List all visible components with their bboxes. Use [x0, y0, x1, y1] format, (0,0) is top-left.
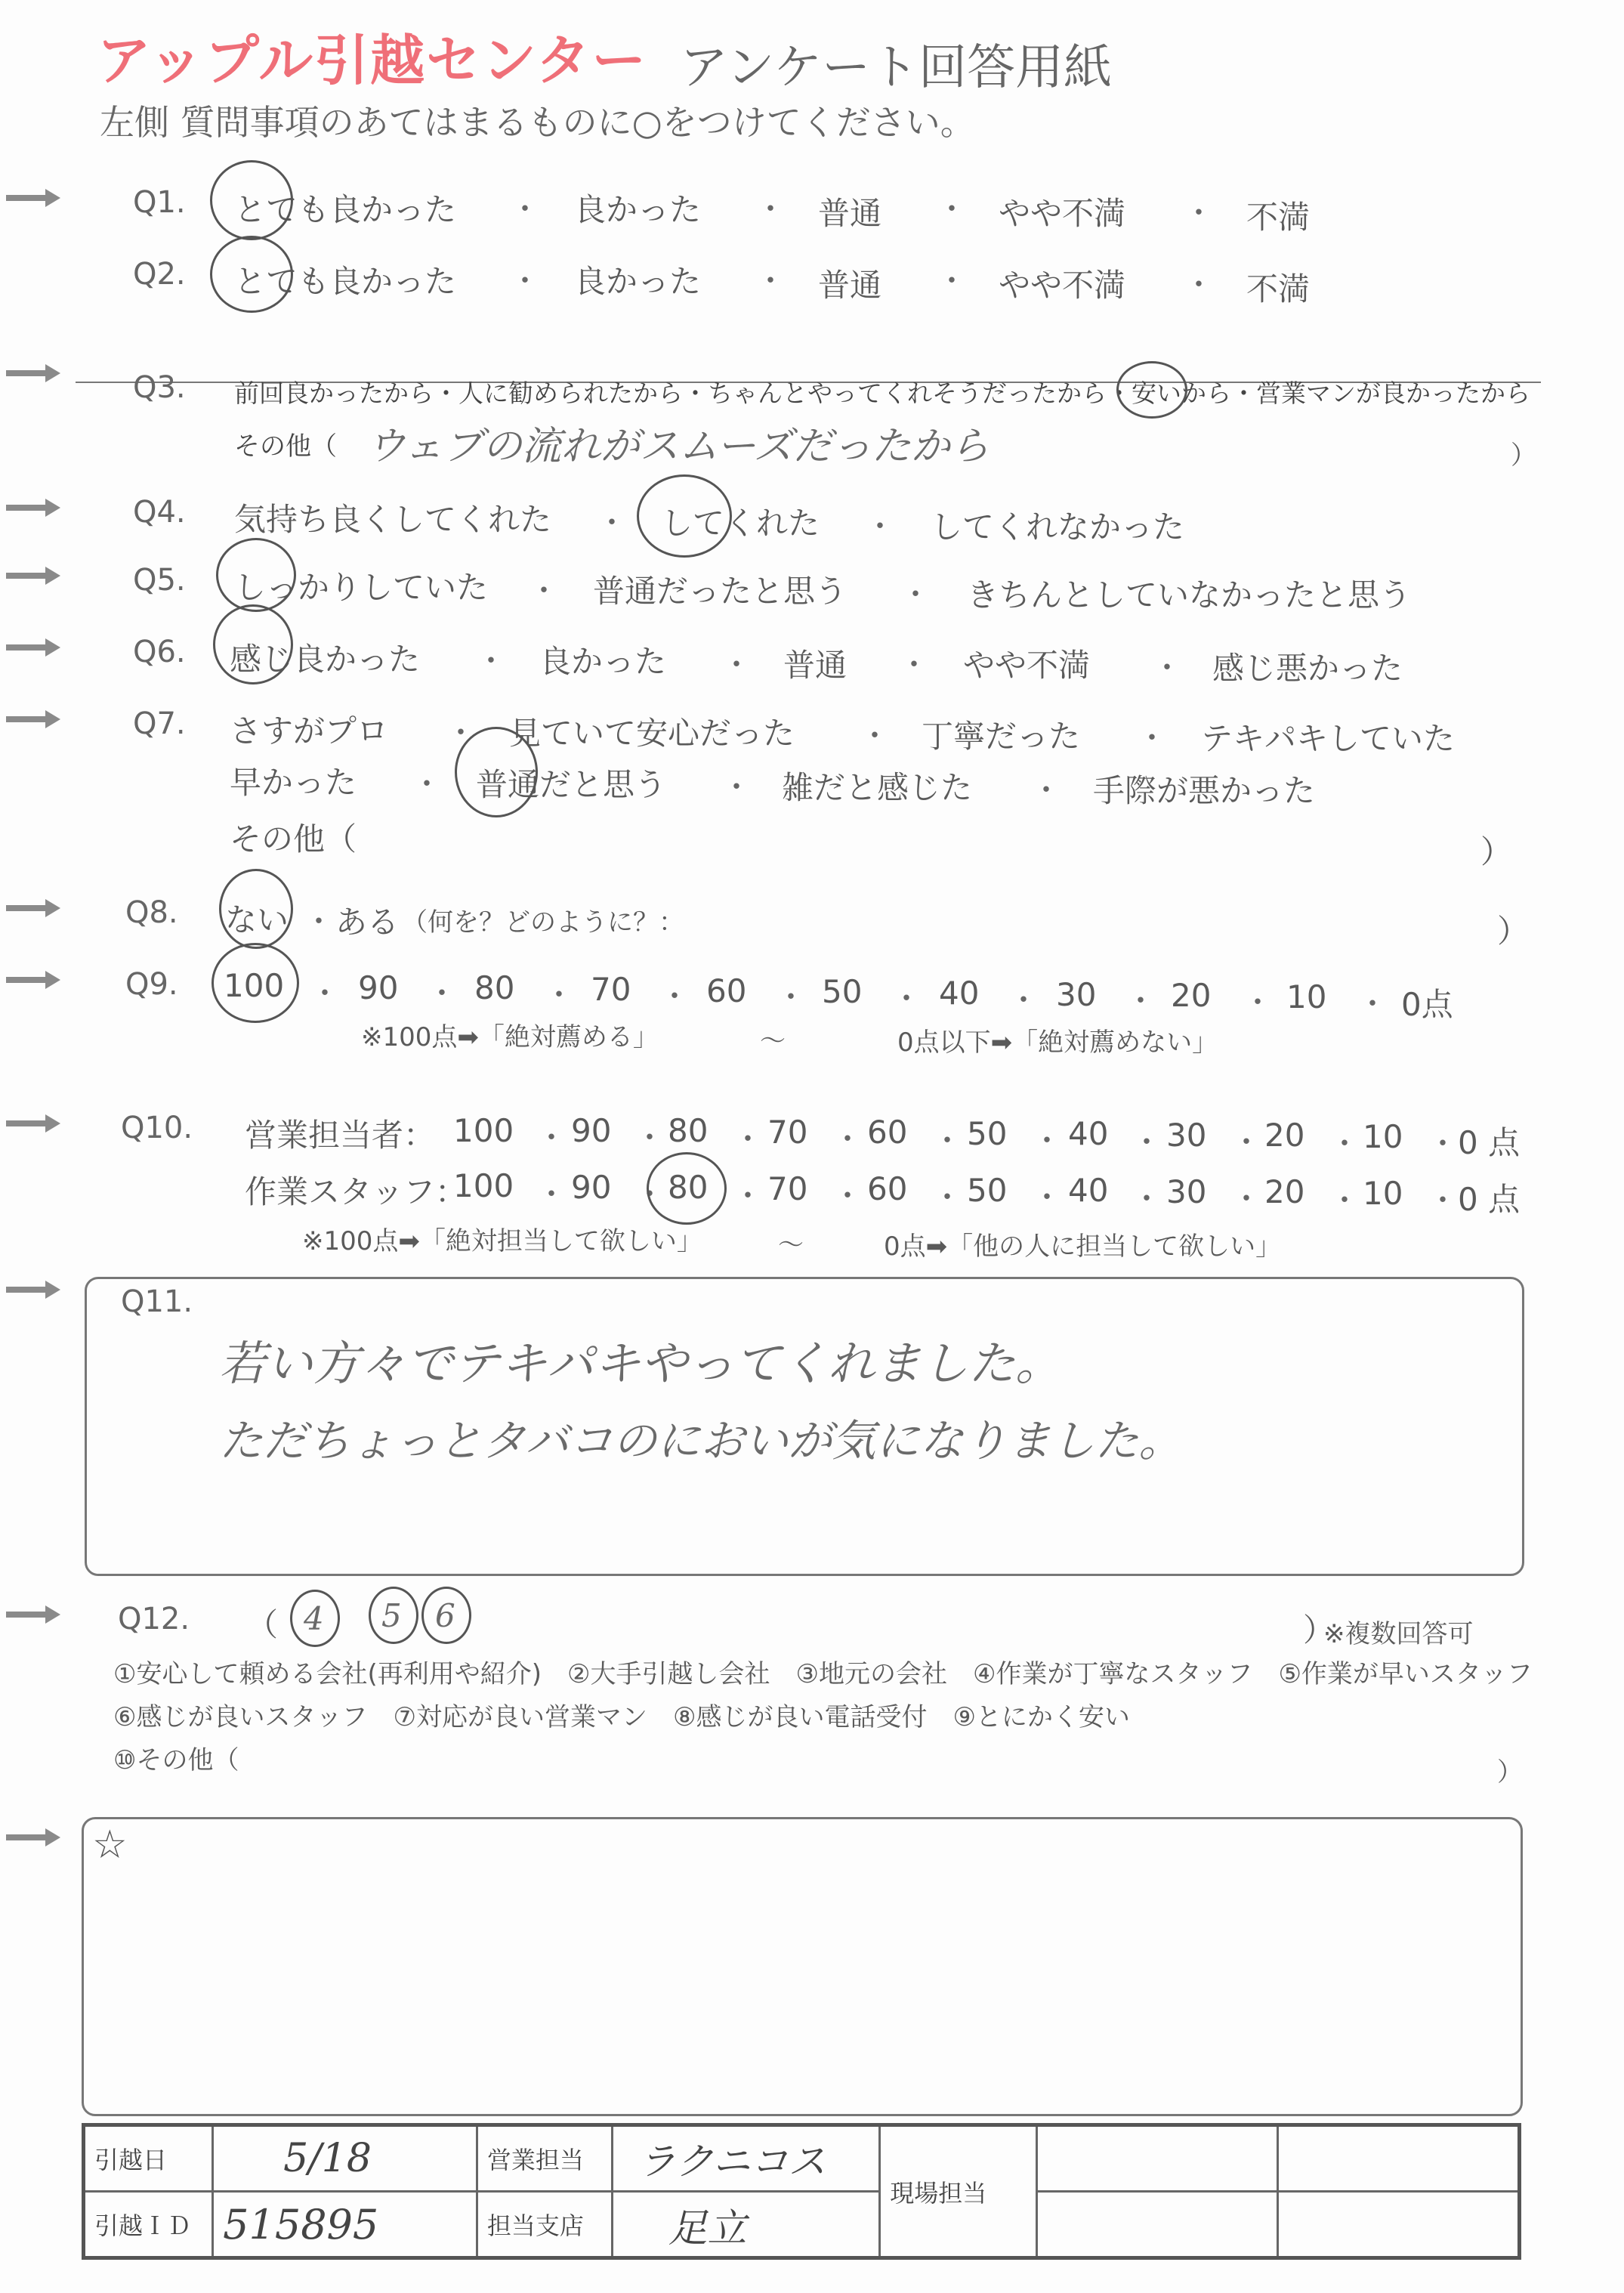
separator: ・ [1032, 1180, 1062, 1215]
move-date-value[interactable] [213, 2125, 477, 2192]
separator: ・ [721, 647, 752, 682]
q10-staff-score[interactable]: 100 [453, 1167, 514, 1204]
q9-note-high: ※100点➡「絶対薦める」 [361, 1022, 659, 1052]
q6-option[interactable]: やや不満 [963, 647, 1091, 684]
site-label: 現場担当 [880, 2125, 1037, 2258]
separator: ・ [427, 976, 457, 1011]
separator: ・ [659, 979, 690, 1014]
q9-score[interactable]: 20 [1171, 977, 1212, 1014]
q12-answer[interactable]: 4 [304, 1600, 324, 1637]
separator: ・ [937, 264, 967, 298]
separator: ・ [755, 264, 786, 298]
q9-score[interactable]: 60 [706, 972, 747, 1009]
q12-choices-row2: ⑥感じが良いスタッフ ⑦対応が良い営業マン ⑧感じが良い電話受付 ⑨とにかく安い [113, 1702, 1130, 1732]
q10-staff-score[interactable]: 60 [867, 1170, 908, 1207]
q2-option[interactable]: 不満 [1246, 270, 1311, 307]
arrow-marker-icon [6, 1605, 60, 1624]
arrow-marker-icon [6, 1281, 60, 1299]
q11-answer-line1: 若い方々でテキパキやってくれました。 [219, 1336, 1063, 1391]
q12-choices-row3: ⑩その他（ [113, 1745, 239, 1775]
separator: ・ [446, 715, 476, 750]
q3-options-text: 前回良かったから・人に勧められたから・ちゃんとやってくれそうだったから・安いから・営業マンが良かったから [234, 379, 1530, 408]
arrow-marker-icon [6, 364, 60, 382]
separator: ・ [932, 1123, 962, 1158]
q3-other-answer[interactable]: ウェブの流れがスムーズだったから [366, 424, 990, 469]
q6-option[interactable]: 感じ悪かった [1212, 650, 1403, 687]
q7-option[interactable]: 見ていて安心だった [509, 715, 795, 752]
q5-option[interactable]: きちんとしていなかったと思う [967, 576, 1412, 613]
separator: ・ [1132, 1125, 1162, 1160]
q6-option[interactable]: 普通 [783, 647, 848, 684]
separator: ・ [721, 770, 752, 805]
separator: ・ [1184, 267, 1214, 302]
arrow-marker-icon [6, 638, 60, 657]
q10-staff-score[interactable]: 30 [1166, 1173, 1207, 1210]
branch-label: 担当支店 [477, 2192, 613, 2258]
separator: ・ [1137, 721, 1167, 756]
separator: ・ [536, 1120, 567, 1155]
q9-score[interactable]: 50 [822, 973, 863, 1010]
q10-sales-score[interactable]: 80 [668, 1112, 709, 1149]
arrow-marker-icon [6, 710, 60, 728]
q7-option[interactable]: テキパキしていた [1201, 720, 1456, 757]
q2-option[interactable]: 良かった [574, 263, 702, 300]
q12-choices-row1: ①安心して頼める会社(再利用や紹介) ②大手引越し会社 ③地元の会社 ④作業が丁寧なスタッフ ⑤作業が早いスタッフ [113, 1659, 1533, 1689]
q8-option-none[interactable]: ない [225, 901, 289, 938]
q7-option[interactable]: 雑だと感じた [782, 769, 973, 806]
separator: ・ [733, 1179, 763, 1213]
separator: ・ [634, 1177, 665, 1212]
q12-multi-note: ※複数回答可 [1323, 1619, 1474, 1649]
q10-staff-score[interactable]: 20 [1264, 1173, 1305, 1210]
separator: ・ [536, 1177, 567, 1212]
sales-label: 営業担当 [477, 2125, 613, 2192]
separator: ・ [776, 980, 806, 1015]
open-paren: （ [246, 1606, 279, 1643]
star-icon: ☆ [92, 1822, 128, 1868]
q10-sales-score[interactable]: 20 [1264, 1117, 1305, 1154]
q3-other-label: その他（ [234, 431, 337, 462]
separator: ・ [1032, 1123, 1062, 1158]
separator: ・ [832, 1122, 863, 1157]
close-paren: ） [1511, 440, 1536, 471]
q10-staff-score[interactable]: 40 [1068, 1172, 1109, 1209]
q6-option[interactable]: 良かった [539, 643, 667, 680]
q12-answer[interactable]: 5 [381, 1597, 402, 1634]
q7-option[interactable]: 早かった [230, 764, 357, 801]
separator: ・ [634, 1120, 665, 1155]
separator: ・ [860, 718, 890, 753]
separator: ・ [1428, 1126, 1458, 1161]
separator: ・ [310, 976, 340, 1011]
q3-label: Q3. [133, 370, 186, 405]
q9-score[interactable]: 0点 [1401, 986, 1453, 1023]
separator: ・ [1357, 987, 1388, 1021]
q10-sales-score[interactable]: 40 [1068, 1115, 1109, 1152]
site-cell[interactable] [1277, 2125, 1519, 2192]
q9-score[interactable]: 10 [1286, 978, 1327, 1015]
separator: ・ [1243, 985, 1273, 1020]
q1-option[interactable]: やや不満 [999, 195, 1126, 232]
q10-sales-score[interactable]: 100 [453, 1112, 514, 1149]
q4-option[interactable]: してくれた [661, 505, 820, 542]
move-id-label: 引越ＩＤ [84, 2192, 213, 2258]
tilde: ～ [778, 1230, 804, 1260]
brand-title: アップル引越センター [97, 29, 648, 92]
q2-label: Q2. [133, 257, 186, 292]
move-id-text: 515895 [223, 2200, 379, 2248]
q5-label: Q5. [133, 563, 186, 598]
site-cell[interactable] [1277, 2192, 1519, 2258]
q1-option[interactable]: 不満 [1246, 199, 1311, 236]
separator: ・ [733, 1122, 763, 1157]
arrow-marker-icon [6, 567, 60, 585]
q10-sales-score[interactable]: 30 [1166, 1117, 1207, 1154]
sales-value-text: ラクニコス [638, 2140, 826, 2183]
site-cell[interactable] [1037, 2192, 1278, 2258]
separator: ・ [304, 904, 334, 939]
instruction-text: 左側 質問事項のあてはまるものに○をつけてください。 [100, 102, 975, 143]
separator: ・ [510, 264, 540, 298]
separator: ・ [865, 509, 895, 544]
q4-option[interactable]: 気持ち良くしてくれた [234, 501, 552, 538]
move-id-value[interactable] [213, 2192, 477, 2258]
separator: ・ [1031, 773, 1061, 808]
q4-option[interactable]: してくれなかった [931, 508, 1185, 545]
q5-option[interactable]: 普通だったと思う [593, 573, 848, 610]
arrow-marker-icon [6, 189, 60, 207]
arrow-marker-icon [6, 971, 60, 989]
q9-score[interactable]: 90 [358, 969, 399, 1006]
q12-answer[interactable]: 6 [435, 1597, 455, 1634]
comment-box[interactable] [82, 1817, 1523, 2116]
info-table [82, 2123, 1521, 2260]
arrow-marker-icon [6, 499, 60, 517]
separator: ・ [937, 192, 967, 227]
q10-staff-score[interactable]: 0 点 [1458, 1181, 1521, 1218]
q7-option[interactable]: さすがプロ [230, 712, 389, 749]
q10-staff-score[interactable]: 10 [1363, 1175, 1403, 1212]
q10-staff-score[interactable]: 90 [571, 1169, 612, 1206]
q9-note-low: 0点以下➡「絶対薦めない」 [897, 1028, 1218, 1058]
q10-sales-score[interactable]: 0 点 [1458, 1124, 1521, 1161]
q2-option[interactable]: 普通 [818, 267, 882, 304]
q10-note-low: 0点➡「他の人に担当して欲しい」 [884, 1231, 1282, 1262]
separator: ・ [899, 647, 929, 682]
separator: ・ [1231, 1125, 1261, 1160]
site-cell[interactable] [1037, 2125, 1278, 2192]
separator: ・ [412, 767, 442, 802]
arrow-marker-icon [6, 1114, 60, 1133]
q5-option[interactable]: しっかりしていた [234, 569, 489, 606]
q9-score[interactable]: 100 [224, 967, 285, 1004]
q8-option-some[interactable]: ある [335, 904, 400, 941]
q9-score[interactable]: 30 [1056, 976, 1097, 1013]
q2-option[interactable]: やや不満 [999, 267, 1126, 304]
q7-option[interactable]: 丁寧だった [922, 718, 1081, 755]
q8-label: Q8. [125, 895, 178, 930]
q4-label: Q4. [133, 495, 186, 530]
separator: ・ [1152, 651, 1182, 685]
q8-detail-label: （何を？どのように？： [402, 907, 684, 938]
q1-label: Q1. [133, 185, 186, 220]
separator: ・ [1428, 1183, 1458, 1218]
q1-option[interactable]: 良かった [574, 191, 702, 228]
q6-option[interactable]: 感じ良かった [230, 641, 421, 678]
separator: ・ [1125, 984, 1156, 1018]
separator: ・ [529, 573, 559, 608]
q9-label: Q9. [125, 967, 178, 1002]
q9-score[interactable]: 80 [474, 969, 515, 1006]
separator: ・ [891, 981, 922, 1016]
arrow-marker-icon [6, 899, 60, 917]
q12-label: Q12. [118, 1602, 190, 1636]
separator: ・ [1184, 196, 1214, 230]
q11-label: Q11. [121, 1284, 193, 1319]
q9-score[interactable]: 40 [939, 975, 980, 1012]
separator: ・ [1008, 983, 1039, 1018]
separator: ・ [832, 1179, 863, 1213]
q10-sales-score[interactable]: 60 [867, 1114, 908, 1151]
q6-label: Q6. [133, 635, 186, 669]
q7-other-label: その他（ [230, 820, 357, 858]
branch-value-text: 足立 [668, 2205, 747, 2251]
close-paren: ） [1480, 833, 1513, 870]
q7-option[interactable]: 普通だと思う [476, 766, 667, 803]
q10-sales-label: 営業担当者： [245, 1117, 436, 1154]
separator: ・ [1231, 1182, 1261, 1216]
separator: ・ [900, 577, 931, 612]
branch-value[interactable] [613, 2192, 880, 2258]
q10-sales-score[interactable]: 50 [967, 1115, 1008, 1152]
q10-staff-label: 作業スタッフ： [245, 1173, 468, 1210]
form-title: アンケート回答用紙 [680, 40, 1113, 96]
q7-label: Q7. [133, 706, 186, 741]
q1-option[interactable]: とても良かった [234, 191, 457, 228]
q2-option[interactable]: とても良かった [234, 263, 457, 300]
q10-sales-score[interactable]: 10 [1363, 1118, 1403, 1155]
separator: ・ [597, 505, 627, 540]
q10-label: Q10. [121, 1111, 193, 1145]
q10-sales-score[interactable]: 90 [571, 1112, 612, 1149]
move-date-text: 5/18 [283, 2136, 372, 2181]
q10-note-high: ※100点➡「絶対担当して欲しい」 [302, 1226, 702, 1256]
q7-option[interactable]: 手際が悪かった [1093, 772, 1316, 809]
move-date-label: 引越日 [84, 2125, 213, 2192]
arrow-marker-icon [6, 1828, 60, 1846]
close-paren: ） [1497, 1757, 1523, 1788]
q10-staff-score[interactable]: 70 [767, 1170, 808, 1207]
separator: ・ [510, 192, 540, 227]
separator: ・ [476, 644, 506, 678]
separator: ・ [1329, 1183, 1360, 1218]
q10-sales-score[interactable]: 70 [767, 1114, 808, 1151]
close-paren: ） [1303, 1612, 1335, 1649]
q1-option[interactable]: 普通 [818, 195, 882, 232]
tilde: ～ [760, 1026, 786, 1056]
separator: ・ [932, 1180, 962, 1215]
q11-answer-line2: ただちょっとタバコのにおいが気になりました。 [219, 1415, 1183, 1466]
q10-staff-score[interactable]: 50 [967, 1172, 1008, 1209]
separator: ・ [1329, 1126, 1360, 1161]
separator: ・ [755, 192, 786, 227]
q10-staff-score[interactable]: 80 [668, 1169, 709, 1206]
separator: ・ [1132, 1182, 1162, 1216]
separator: ・ [544, 978, 574, 1012]
q9-score[interactable]: 70 [591, 971, 631, 1008]
sales-value[interactable] [613, 2125, 880, 2192]
close-paren: ） [1497, 913, 1530, 950]
